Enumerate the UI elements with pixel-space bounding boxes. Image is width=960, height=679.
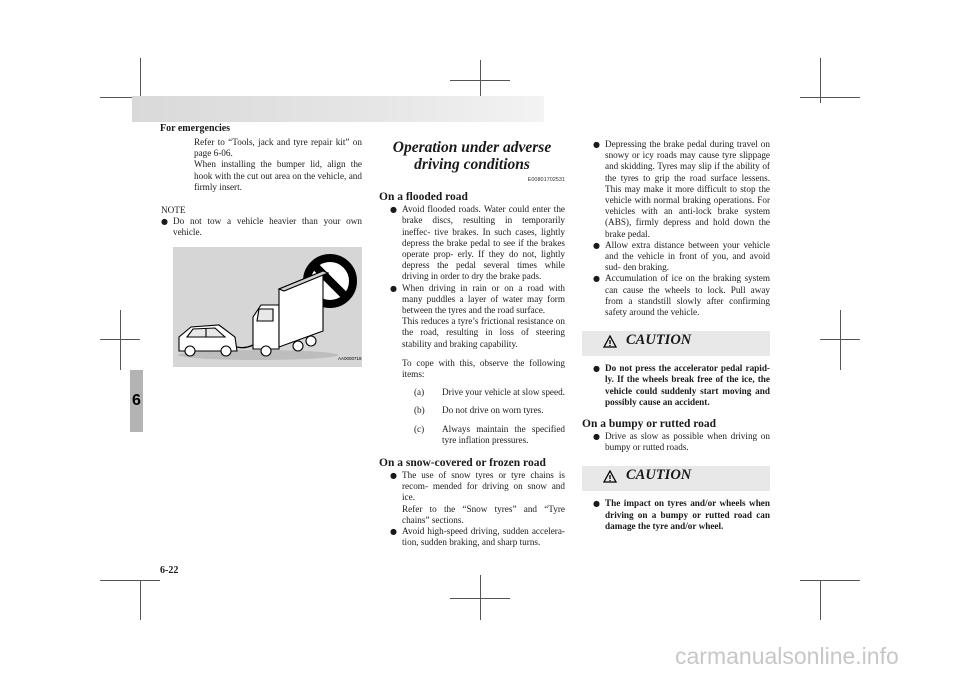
crop-mark bbox=[450, 80, 510, 81]
flooded-heading: On a flooded road bbox=[379, 191, 468, 204]
figure-code: AA0000718 bbox=[338, 356, 362, 361]
bullet-icon: ● bbox=[593, 364, 600, 374]
left-column bbox=[161, 137, 362, 239]
ice-bullet-1 bbox=[593, 139, 770, 240]
page-number: 6-22 bbox=[160, 565, 179, 576]
intro-text-2: When installing the bumper lid, align the hook with the cut out area on the vehicle, and firmly insert. bbox=[194, 159, 362, 192]
crop-mark bbox=[120, 310, 121, 370]
bullet-text: Refer to the “Snow tyres” and “Tyre chains” sections. bbox=[402, 503, 565, 525]
crop-mark bbox=[140, 580, 141, 620]
caution-box bbox=[582, 466, 770, 491]
watermark: carmanualsonline.info bbox=[675, 643, 899, 669]
note-bullet-text: Do not tow a vehicle heavier than your own vehicle. bbox=[173, 216, 362, 238]
snow-bullet-1 bbox=[390, 470, 565, 526]
bullet-icon: ● bbox=[593, 432, 600, 442]
crop-mark bbox=[840, 310, 841, 370]
snow-heading: On a snow-covered or frozen road bbox=[379, 457, 546, 470]
bullet-text: When driving in rain or on a road with many puddles a layer of water may form between the tyres and the road surface. bbox=[402, 282, 565, 316]
caution-text: Do not press the accelerator pedal rapid- ly. If the wheels break free of the ice, the vehicle could suddenly start moving and possibly cause an accident. bbox=[605, 363, 770, 407]
list-label: (b) bbox=[414, 405, 425, 416]
list-text: Drive your vehicle at slow speed. bbox=[442, 387, 565, 398]
crop-mark bbox=[100, 580, 160, 581]
bullet-icon: ● bbox=[593, 499, 600, 509]
list-text: Always maintain the specified tyre inflation pressures. bbox=[442, 423, 565, 445]
bullet-text: Depressing the brake pedal during travel on snowy or icy roads may cause tyre slippage and skidding. Tyres may slip if the ability of the tyres to grip the road surface lessens. This may make it more difficult to stop the vehicle with normal braking operations. For vehicles with an anti-lock brake system (ABS), firmly depress and hold down the brake pedal. bbox=[605, 139, 770, 239]
header-bar bbox=[132, 96, 544, 122]
snow-bullet-2 bbox=[390, 526, 565, 548]
bullet-text: The use of snow tyres or tyre chains is recom- mended for driving on snow and ice. bbox=[402, 470, 565, 503]
list-item bbox=[402, 405, 565, 416]
caution-bullet-1 bbox=[593, 363, 770, 408]
warning-icon bbox=[603, 470, 617, 483]
crop-mark bbox=[800, 97, 860, 98]
towing-drawing bbox=[173, 247, 362, 367]
bullet-icon: ● bbox=[593, 140, 600, 149]
flooded-bullet-2 bbox=[390, 283, 565, 446]
ice-bullet-3 bbox=[593, 273, 770, 318]
ice-bullet-2 bbox=[593, 240, 770, 274]
right-column bbox=[582, 139, 770, 532]
intro-text: Refer to “Tools, jack and tyre repair kit” on page 6-06. bbox=[194, 137, 362, 159]
bullet-text: Avoid high-speed driving, sudden accelera- tion, sudden braking, and sharp turns. bbox=[402, 526, 565, 548]
bumpy-bullet-1 bbox=[593, 431, 770, 453]
flooded-bullet-1 bbox=[390, 204, 565, 282]
bullet-text: Avoid flooded roads. Water could enter the brake discs, resulting in temporarily ineffec- tive brakes. In such cases, lightly depress the brake pedal to see if the brakes operate prop- erly. If they do not, lightly depress the pedal several times while driving in order to dry the brake pads. bbox=[402, 204, 565, 282]
note-bullet bbox=[161, 216, 362, 238]
bullet-icon: ● bbox=[390, 527, 397, 537]
list-item bbox=[402, 424, 565, 446]
list-label: (c) bbox=[414, 423, 425, 434]
warning-icon bbox=[603, 335, 617, 348]
crop-mark bbox=[450, 598, 510, 599]
bullet-text: This reduces a tyre’s frictional resistance on the road, resulting in loss of steering stability and braking capability. bbox=[402, 316, 565, 349]
chapter-tab: 6 bbox=[130, 370, 143, 432]
section-heading: Operation under adverse driving conditions bbox=[392, 139, 552, 173]
bullet-icon: ● bbox=[390, 205, 397, 215]
note-label: NOTE bbox=[161, 205, 186, 216]
list-label: (a) bbox=[414, 387, 425, 398]
list-text: Do not drive on worn tyres. bbox=[442, 405, 544, 416]
caution-label: CAUTION bbox=[626, 332, 692, 349]
truck-icon bbox=[253, 271, 328, 356]
caution-text: The impact on tyres and/or wheels when driving on a bumpy or rutted road can damage the tyre and/or wheel. bbox=[605, 498, 770, 531]
bullet-text: Drive as slow as possible when driving on bumpy or rutted roads. bbox=[605, 431, 770, 453]
crop-mark bbox=[800, 580, 860, 581]
bumpy-heading: On a bumpy or rutted road bbox=[582, 418, 717, 431]
crop-mark bbox=[820, 580, 821, 620]
middle-column bbox=[379, 139, 565, 548]
cope-text: To cope with this, observe the following items: bbox=[402, 357, 565, 380]
caution-bullet-2 bbox=[593, 498, 770, 532]
bullet-text: Allow extra distance between your vehicle and the vehicle in front of you, and avoid sud- den braking. bbox=[605, 239, 770, 273]
tow-rope bbox=[237, 345, 253, 348]
caution-box bbox=[582, 331, 770, 356]
reference-code: E00801702531 bbox=[527, 177, 565, 183]
caution-label: CAUTION bbox=[626, 467, 692, 484]
bullet-icon: ● bbox=[390, 471, 397, 481]
bullet-icon: ● bbox=[593, 240, 600, 250]
list-item bbox=[402, 387, 565, 398]
car-icon bbox=[179, 325, 237, 356]
section-title: For emergencies bbox=[160, 123, 231, 134]
bullet-text: Accumulation of ice on the braking system can cause the wheels to lock. Pull away from a standstill slowly after confirming safety around the vehicle. bbox=[605, 273, 770, 318]
bullet-icon: ● bbox=[161, 217, 168, 227]
towing-illustration bbox=[173, 247, 362, 367]
bullet-icon: ● bbox=[390, 283, 397, 293]
bullet-icon: ● bbox=[593, 274, 600, 284]
